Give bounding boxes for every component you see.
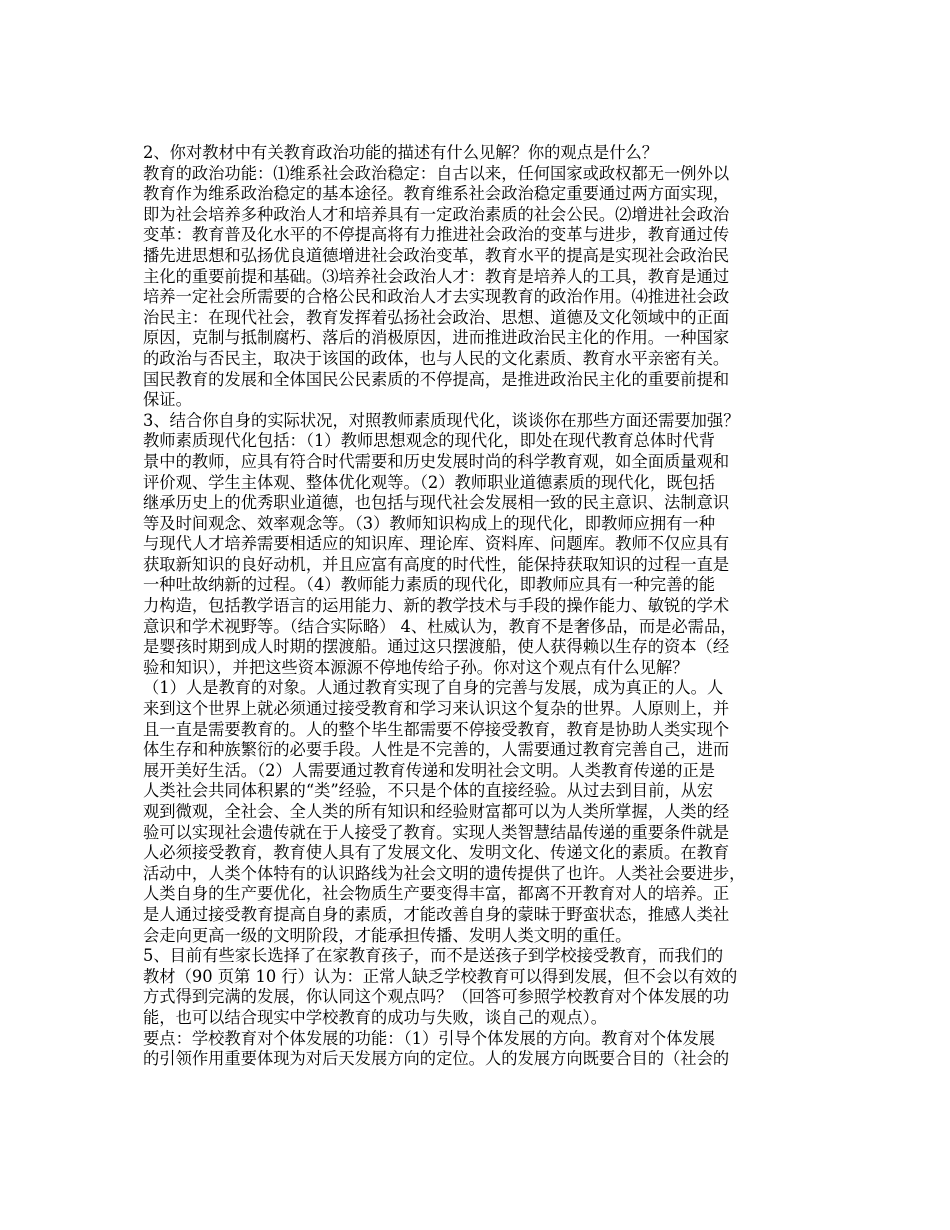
- text-line: 景中的教师，应具有符合时代需要和历史发展时尚的科学教育观，如全面质量观和: [143, 451, 730, 471]
- text-line: 方式得到完满的发展，你认同这个观点吗？（回答可参照学校教育对个体发展的功: [143, 987, 730, 1007]
- text-line: 且一直是需要教育的。人的整个毕生都需要不停接受教育，教育是协助人类实现个: [143, 719, 730, 739]
- text-line: 获取新知识的良好动机，并且应富有高度的时代性，能保持获取知识的过程一直是: [143, 554, 730, 574]
- text-line: 保证。: [143, 390, 192, 410]
- text-line: 主化的重要前提和基础。⑶培养社会政治人才：教育是培养人的工具，教育是通过: [143, 266, 730, 286]
- text-line: 治民主：在现代社会，教育发挥着弘扬社会政治、思想、道德及文化领域中的正面: [143, 307, 730, 327]
- text-line: 教育的政治功能：⑴维系社会政治稳定：自古以来，任何国家或政权都无一例外以: [143, 163, 730, 183]
- text-line: 的政治与否民主，取决于该国的政体，也与人民的文化素质、教育水平亲密有关。: [143, 348, 730, 368]
- text-line: 等及时间观念、效率观念等。（3）教师知识构成上的现代化，即教师应拥有一种: [143, 513, 716, 533]
- text-line: 2、你对教材中有关教育政治功能的描述有什么见解？你的观点是什么？: [143, 143, 659, 162]
- text-line: 观到微观，全社会、全人类的所有知识和经验财富都可以为人类所掌握，人类的经: [143, 802, 730, 821]
- text-line: 来到这个世界上就必须通过接受教育和学习来认识这个复杂的世界。人原则上，并: [143, 699, 730, 719]
- text-line: 继承历史上的优秀职业道德，也包括与现代社会发展相一致的民主意识、法制意识: [143, 493, 730, 513]
- text-line: 的引领作用重要体现为对后天发展方向的定位。人的发展方向既要合目的（社会的: [143, 1049, 730, 1069]
- text-line: 人类社会共同体积累的“类”经验，不只是个体的直接经验。从过去到目前，从宏: [143, 781, 714, 801]
- text-line: 即为社会培养多种政治人才和培养具有一定政治素质的社会公民。⑵增进社会政治: [143, 204, 730, 224]
- text-line: 与现代人才培养需要相适应的知识库、理论库、资料库、问题库。教师不仅应具有: [143, 534, 730, 554]
- text-line: 是婴孩时期到成人时期的摆渡船。通过这只摆渡船，使人获得赖以生存的资本（经: [143, 637, 730, 657]
- text-line: 活动中，人类个体特有的认识路线为社会文明的遗传提供了也许。人类社会要进步，: [143, 863, 746, 883]
- text-line: 变革：教育普及化水平的不停提高将有力推进社会政治的变革与进步，教育通过传: [143, 225, 730, 245]
- text-line: 会走向更高一级的文明阶段，才能承担传播、发明人类文明的重任。: [143, 925, 632, 945]
- text-line: 教师素质现代化包括：（1）教师思想观念的现代化，即处在现代教育总体时代背: [143, 431, 716, 451]
- text-line: 体生存和种族繁衍的必要手段。人性是不完善的，人需要通过教育完善自己，进而: [143, 740, 730, 760]
- text-line: 一种吐故纳新的过程。（4）教师能力素质的现代化，即教师应具有一种完善的能: [143, 575, 716, 595]
- text-line: 教材（90 页第 10 行）认为：正常人缺乏学校教育可以得到发展，但不会以有效的: [143, 966, 738, 986]
- text-line: 原因，克制与抵制腐朽、落后的消极原因，进而推进政治民主化的作用。一种国家: [143, 328, 730, 348]
- text-line: 评价观、学生主体观、整体优化观等。（2）教师职业道德素质的现代化，既包括: [143, 472, 716, 492]
- text-line: 人必须接受教育，教育使人具有了发展文化、发明文化、传递文化的素质。在教育: [143, 843, 730, 863]
- text-line: 验可以实现社会遗传就在于人接受了教育。实现人类智慧结晶传递的重要条件就是: [143, 822, 730, 842]
- text-line: 展开美好生活。（2）人需要通过教育传递和发明社会文明。人类教育传递的正是: [143, 760, 716, 780]
- text-line: 要点：学校教育对个体发展的功能：（1）引导个体发展的方向。教育对个体发展: [143, 1028, 716, 1048]
- text-line: （1）人是教育的对象。人通过教育实现了自身的完善与发展，成为真正的人。人: [143, 678, 724, 698]
- text-line: 3、结合你自身的实际状况，对照教师素质现代化，谈谈你在那些方面还需要加强？: [143, 410, 740, 430]
- text-line: 验和知识），并把这些资本源源不停地传给子孙。你对这个观点有什么见解？: [143, 657, 689, 677]
- text-line: 能，也可以结合现实中学校教育的成功与失败，谈自己的观点）。: [143, 1007, 608, 1027]
- text-line: 国民教育的发展和全体国民公民素质的不停提高，是推进政治民主化的重要前提和: [143, 369, 730, 389]
- text-line: 播先进思想和弘扬优良道德增进社会政治变革，教育水平的提高是实现社会政治民: [143, 245, 730, 265]
- document-body: [143, 143, 818, 1070]
- text-line: 培养一定社会所需要的合格公民和政治人才去实现教育的政治作用。⑷推进社会政: [143, 287, 730, 307]
- text-line: 是人通过接受教育提高自身的素质，才能改善自身的蒙昧于野蛮状态，推感人类社: [143, 904, 730, 924]
- text-line: 教育作为维系政治稳定的基本途径。教育维系社会政治稳定重要通过两方面实现，: [143, 184, 730, 204]
- text-line: 力构造，包括教学语言的运用能力、新的教学技术与手段的操作能力、敏锐的学术: [143, 596, 730, 616]
- text-line: 意识和学术视野等。（结合实际略） 4、杜威认为，教育不是奢侈品，而是必需品，: [143, 616, 737, 636]
- text-line: 5、目前有些家长选择了在家教育孩子，而不是送孩子到学校接受教育，而我们的: [143, 946, 724, 966]
- text-line: 人类自身的生产要优化，社会物质生产要变得丰富，都离不开教育对人的培养。正: [143, 884, 730, 904]
